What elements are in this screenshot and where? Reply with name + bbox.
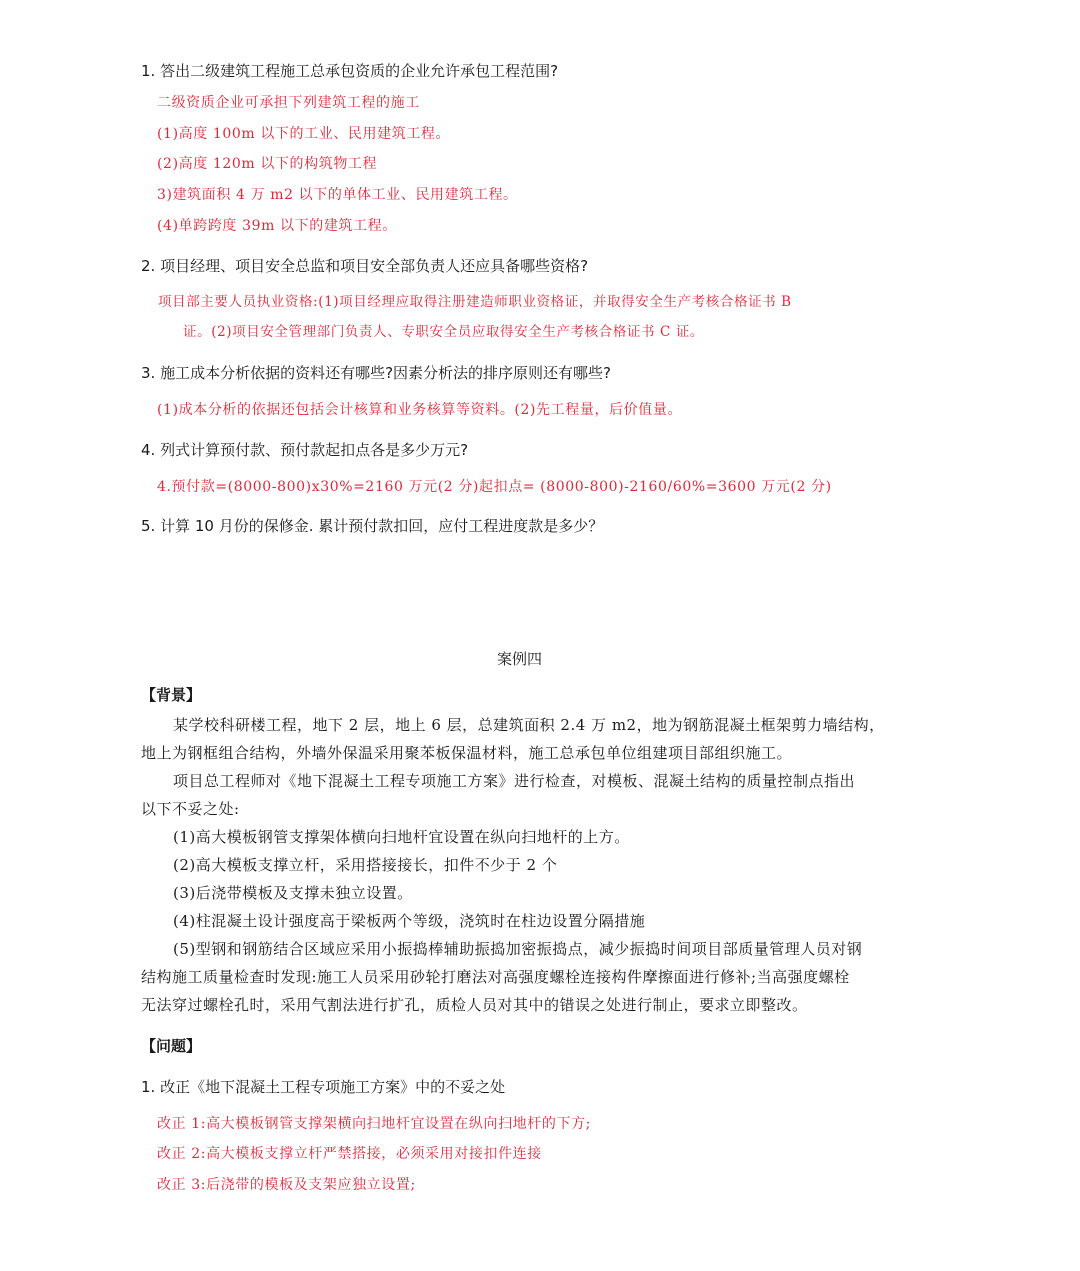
background-paragraph-line: (1)高大模板钢管支撑架体横向扫地杆宜设置在纵向扫地杆的上方。 — [173, 828, 630, 846]
question-5: 5. 计算 10 月份的保修金. 累计预付款扣回，应付工程进度款是多少？ — [141, 517, 604, 535]
answer-2-line-2: 证。(2)项目安全管理部门负责人、专职安全员应取得安全生产考核合格证书 C 证。 — [183, 324, 705, 340]
answer-1-line-4: 3)建筑面积 4 万 m2 以下的单体工业、民用建筑工程。 — [157, 187, 518, 203]
correction-1: 改正 1:高大模板钢管支撑架横向扫地杆宜设置在纵向扫地杆的下方; — [157, 1116, 591, 1132]
answer-2-line-1: 项目部主要人员执业资格:(1)项目经理应取得注册建造师职业资格证，并取得安全生产考核合格证书 B — [158, 294, 792, 310]
answer-1-line-2: (1)高度 100m 以下的工业、民用建筑工程。 — [157, 126, 451, 142]
question-4: 4. 列式计算预付款、预付款起扣点各是多少万元? — [141, 441, 469, 459]
background-paragraph-line: 地上为钢框组合结构，外墙外保温采用聚苯板保温材料，施工总承包单位组建项目部组织施工。 — [141, 744, 793, 762]
background-paragraph-line: (3)后浇带模板及支撑未独立设置。 — [173, 884, 413, 902]
answer-1-line-5: (4)单跨跨度 39m 以下的建筑工程。 — [157, 218, 397, 234]
background-paragraph-line: 某学校科研楼工程，地下 2 层，地上 6 层，总建筑面积 2.4 万 m2，地为钢筋混凝土框架剪力墙结构， — [173, 716, 885, 734]
question-2: 2. 项目经理、项目安全总监和项目安全部负责人还应具备哪些资格? — [141, 257, 589, 275]
background-paragraph-line: 以下不妥之处: — [141, 800, 240, 818]
question-1: 1. 答出二级建筑工程施工总承包资质的企业允许承包工程范围? — [141, 62, 559, 80]
correction-3: 改正 3:后浇带的模板及支架应独立设置; — [157, 1177, 416, 1193]
background-paragraph-line: (5)型钢和钢筋结合区域应采用小振捣棒辅助振捣加密振捣点，减少振捣时间项目部质量管理人员对钢 — [173, 940, 863, 958]
answer-4-line-1: 4.预付款=(8000-800)x30%=2160 万元(2 分)起扣点= (8000-800)-2160/60%=3600 万元(2 分) — [157, 479, 832, 495]
questions-header: 【问题】 — [141, 1037, 202, 1055]
answer-3-line-1: (1)成本分析的依据还包括会计核算和业务核算等资料。(2)先工程量，后价值量。 — [157, 402, 683, 418]
background-paragraph-line: 结构施工质量检查时发现:施工人员采用砂轮打磨法对高强度螺栓连接构件摩擦面进行修补;当高强度螺栓 — [141, 968, 850, 986]
correction-2: 改正 2:高大模板支撑立杆严禁搭接，必须采用对接扣件连接 — [157, 1146, 542, 1162]
background-paragraph-line: (2)高大模板支撑立杆，采用搭接接长，扣件不少于 2 个 — [173, 856, 558, 874]
question-3: 3. 施工成本分析依据的资料还有哪些?因素分析法的排序原则还有哪些? — [141, 364, 612, 382]
background-paragraph-line: 无法穿过螺栓孔时，采用气割法进行扩孔，质检人员对其中的错误之处进行制止，要求立即整改。 — [141, 996, 808, 1014]
background-paragraph-line: 项目总工程师对《地下混凝土工程专项施工方案》进行检查，对模板、混凝土结构的质量控制点指出 — [173, 772, 856, 790]
case-question-1: 1. 改正《地下混凝土工程专项施工方案》中的不妥之处 — [141, 1078, 506, 1096]
background-header: 【背景】 — [141, 686, 202, 704]
answer-1-line-3: (2)高度 120m 以下的构筑物工程 — [157, 156, 378, 172]
case-title: 案例四 — [497, 650, 543, 668]
background-paragraph-line: (4)柱混凝土设计强度高于梁板两个等级，浇筑时在柱边设置分隔措施 — [173, 912, 646, 930]
answer-1-line-1: 二级资质企业可承担下列建筑工程的施工 — [157, 95, 420, 111]
